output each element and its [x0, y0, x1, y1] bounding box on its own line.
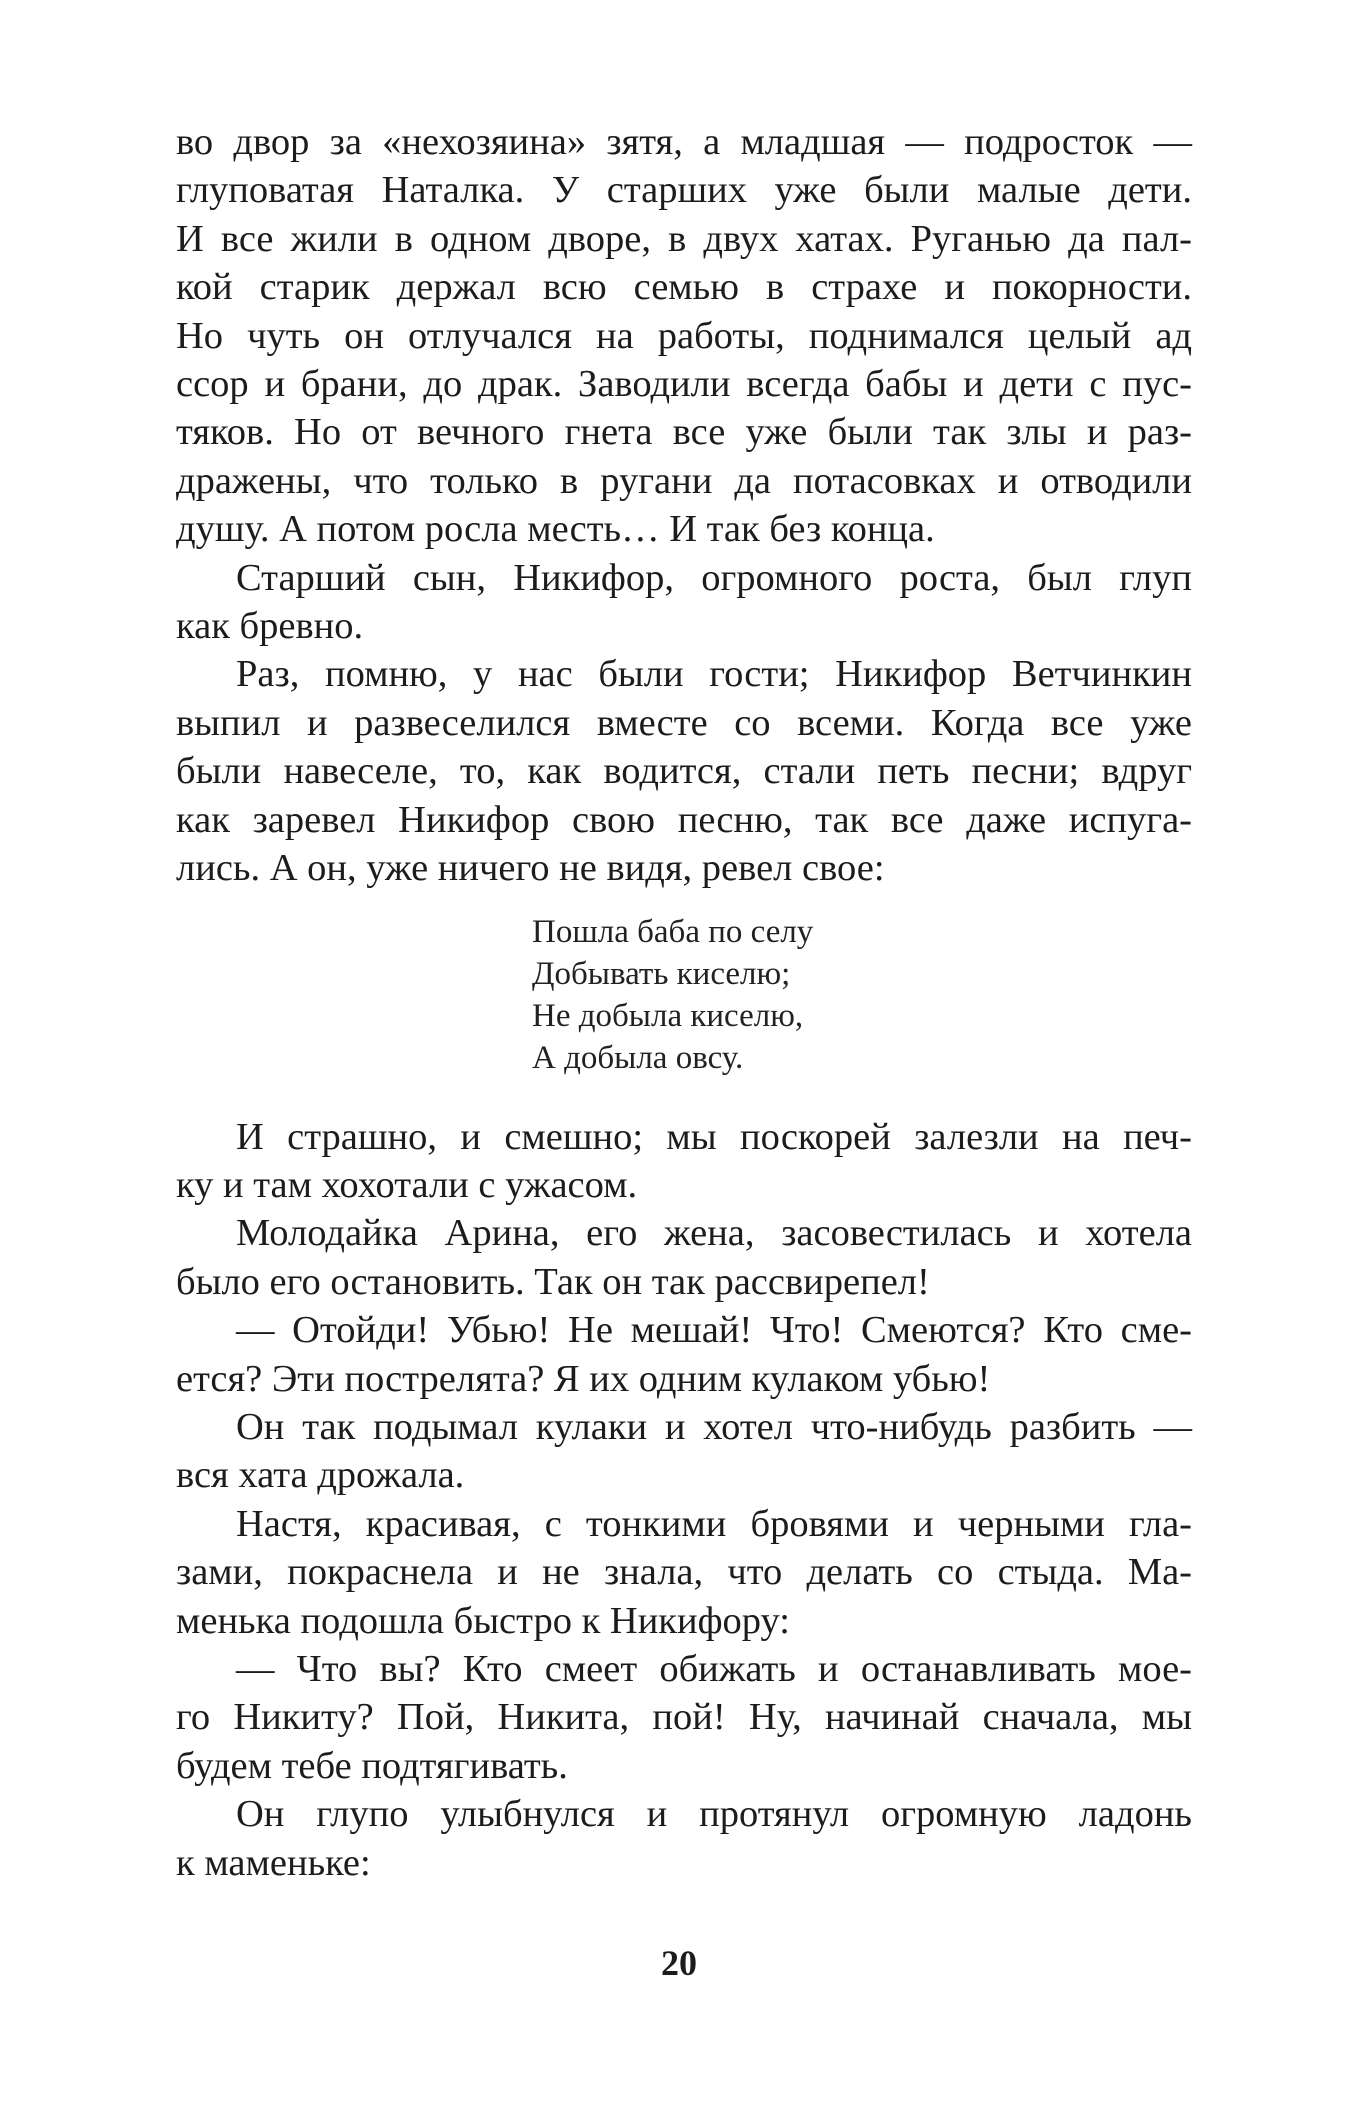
paragraph [176, 1790, 1192, 1887]
paragraph [176, 554, 1192, 651]
text-line: — Что вы? Кто смеет обижать и останавливать мое- [236, 1647, 1192, 1690]
text-line: лись. А он, уже ничего не видя, ревел свое: [176, 847, 885, 890]
text-line: тяков. Но от вечного гнета все уже были так злы и раз- [176, 411, 1192, 454]
text-line: душу. А потом росла месть… И так без конца. [176, 508, 935, 551]
text-line: Молодайка Арина, его жена, засовестилась и хотела [236, 1212, 1192, 1255]
text-line: зами, покраснела и не знала, что делать со стыда. Ма- [176, 1551, 1192, 1594]
verse-line: Добывать киселю; [532, 955, 791, 992]
text-line: менька подошла быстро к Никифору: [176, 1599, 790, 1642]
text-line: го Никиту? Пой, Никита, пой! Ну, начинай сначала, мы [176, 1696, 1192, 1739]
text-line: кой старик держал всю семью в страхе и покорности. [176, 266, 1192, 309]
paragraph [176, 650, 1192, 892]
text-line: дражены, что только в ругани да потасовках и отводили [176, 459, 1192, 502]
text-line: ется? Эти пострелята? Я их одним кулаком убью! [176, 1357, 991, 1400]
text-line: как заревел Никифор свою песню, так все даже испуга- [176, 798, 1192, 841]
paragraph [176, 118, 1192, 554]
text-line: как бревно. [176, 605, 364, 648]
text-line: Настя, красивая, с тонкими бровями и черными гла- [236, 1502, 1192, 1545]
paragraph [176, 1645, 1192, 1790]
paragraph [176, 1209, 1192, 1306]
text-line: Он так подымал кулаки и хотел что-нибудь разбить — [236, 1405, 1192, 1448]
paragraph [176, 1113, 1192, 1210]
text-line: было его остановить. Так он так рассвирепел! [176, 1260, 930, 1303]
text-line: ссор и брани, до драк. Заводили всегда бабы и дети с пус- [176, 363, 1192, 406]
text-line: Старший сын, Никифор, огромного роста, был глуп [236, 556, 1192, 599]
book-page-body [176, 118, 1192, 1887]
text-line: будем тебе подтягивать. [176, 1744, 568, 1787]
text-line: были навеселе, то, как водится, стали петь песни; вдруг [176, 750, 1192, 793]
text-line: во двор за «нехозяина» зятя, а младшая — подросток — [176, 121, 1192, 163]
paragraph [176, 1306, 1192, 1403]
text-line: ку и там хохотали с ужасом. [176, 1163, 638, 1206]
text-line: вся хата дрожала. [176, 1454, 465, 1497]
text-line: Но чуть он отлучался на работы, поднимался целый ад [176, 314, 1192, 357]
text-line: к маменьке: [176, 1841, 371, 1884]
text-line: И все жили в одном дворе, в двух хатах. Руганью да пал- [176, 217, 1192, 260]
verse-line: А добыла овсу. [532, 1039, 744, 1076]
text-block-after-verse [176, 1113, 1192, 1888]
page-number: 20 [661, 1943, 697, 1983]
text-block-before-verse [176, 118, 1192, 893]
text-line: Раз, помню, у нас были гости; Никифор Ветчинкин [236, 653, 1192, 696]
text-line: выпил и развеселился вместе со всеми. Когда все уже [176, 701, 1192, 744]
verse-block [176, 911, 1192, 1079]
paragraph [176, 1403, 1192, 1500]
text-line: И страшно, и смешно; мы поскорей залезли на печ- [236, 1115, 1192, 1158]
text-line: Он глупо улыбнулся и протянул огромную ладонь [236, 1793, 1192, 1836]
text-line: глуповатая Наталка. У старших уже были малые дети. [176, 169, 1192, 212]
paragraph [176, 1500, 1192, 1645]
verse-line: Пошла баба по селу [532, 913, 814, 950]
verse-line: Не добыла киселю, [532, 997, 804, 1034]
text-line: — Отойди! Убью! Не мешай! Что! Смеются? Кто сме- [236, 1309, 1192, 1352]
